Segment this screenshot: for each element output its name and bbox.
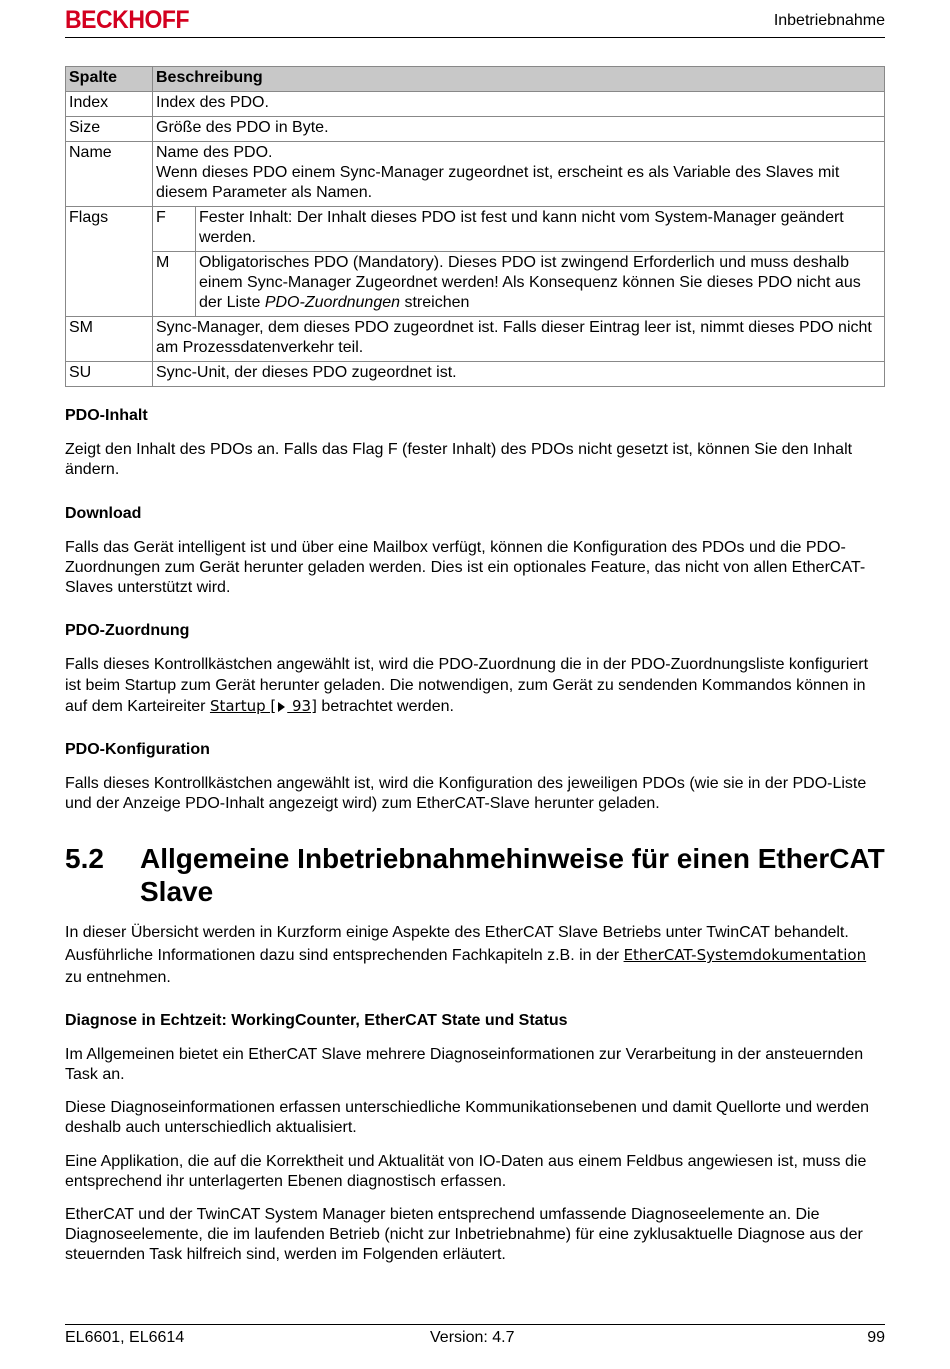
paragraph-pdo-inhalt: Zeigt den Inhalt des PDOs an. Falls das Flag F (fester Inhalt) des PDOs nicht gesetzt ist, können Sie den Inhalt ändern.	[65, 441, 853, 478]
flag-key: F	[153, 207, 196, 252]
section-number: 5.2	[65, 843, 104, 874]
footer-product: EL6601, EL6614	[65, 1329, 185, 1346]
startup-link[interactable]	[210, 697, 317, 715]
row-label: SM	[66, 317, 153, 362]
pdo-parameter-table	[65, 66, 885, 387]
paragraph-pdo-konfiguration: Falls dieses Kontrollkästchen angewählt ist, wird die Konfiguration des jeweiligen PDOs (wie sie in der PDO-Liste und der Anzeige PDO-Inhalt angezeigt wird) zum EtherCAT-Slave herunter geladen.	[65, 775, 867, 812]
flag-row	[153, 207, 884, 252]
ethercat-doc-link[interactable]: EtherCAT-Systemdokumentation	[623, 946, 867, 964]
paragraph-diagnose-1: Im Allgemeinen bietet ein EtherCAT Slave mehrere Diagnoseinformationen zur Verarbeitung in der ansteuernden Task an.	[65, 1046, 864, 1083]
flags-subtable-cell	[153, 207, 885, 317]
row-label: SU	[66, 362, 153, 387]
paragraph-diagnose-4: EtherCAT und der TwinCAT System Manager bieten entsprechend umfassende Diagnoseelemente an. Die Diagnoseelemente, die im laufenden Betrieb (nicht zur Inbetriebnahme) für eine zyklusaktuelle Diagnose aus der steuernden Task hilfreich sind, werden im Folgenden erläutert.	[65, 1206, 863, 1263]
row-label: Index	[66, 92, 153, 117]
heading-pdo-konfiguration: PDO-Konfiguration	[65, 741, 210, 758]
flag-key: M	[153, 252, 196, 317]
pdo-zuordnung-text: Falls dieses Kontrollkästchen angewählt ist, wird die PDO-Zuordnung die in der PDO-Zuordnungsliste konfiguriert ist beim Startup zum Gerät herunter geladen. Die notwendigen, zum Gerät zu sendenden Kommandos können in auf dem Karteireiter	[65, 656, 869, 715]
row-label: Flags	[66, 207, 153, 317]
page-arrow-icon	[278, 702, 285, 712]
flags-subtable	[153, 207, 884, 316]
flag-m-italic: PDO-Zuordnungen	[264, 294, 401, 311]
flag-m-text: Obligatorisches PDO (Mandatory). Dieses PDO ist zwingend Erforderlich und muss deshalb einem Sync-Manager Zugeordnet werden! Als Konsequenz können Sie dieses PDO nicht aus der Liste	[199, 254, 861, 311]
column-header-spalte: Spalte	[66, 67, 153, 92]
table-row	[66, 142, 885, 207]
name-desc-line2: Wenn dieses PDO einem Sync-Manager zugeordnet ist, erscheint es als Variable des Slaves mit diesem Parameter als Namen.	[156, 164, 840, 201]
row-description: Sync-Manager, dem dieses PDO zugeordnet ist. Falls dieser Eintrag leer ist, nimmt dieses PDO nicht am Prozessdatenverkehr teil.	[153, 317, 885, 362]
row-description: Sync-Unit, der dieses PDO zugeordnet ist.	[153, 362, 885, 387]
heading-pdo-zuordnung: PDO-Zuordnung	[65, 622, 190, 639]
heading-diagnose: Diagnose in Echtzeit: WorkingCounter, EtherCAT State und Status	[65, 1012, 568, 1029]
section-heading	[65, 842, 885, 907]
column-header-beschreibung: Beschreibung	[153, 67, 885, 92]
row-description	[153, 142, 885, 207]
name-desc-line1: Name des PDO.	[156, 144, 273, 161]
intro-text: In dieser Übersicht werden in Kurzform einige Aspekte des EtherCAT Slave Betriebs unter TwinCAT behandelt. Ausführliche Informationen dazu sind entsprechenden Fachkapiteln z.B. in der	[65, 924, 849, 964]
paragraph-diagnose-2: Diese Diagnoseinformationen erfassen unterschiedliche Kommunikationsebenen und damit Quellorte und werden deshalb auch unterschiedlich aktualisiert.	[65, 1099, 870, 1136]
paragraph-diagnose-3: Eine Applikation, die auf die Korrektheit und Aktualität von IO-Daten aus einem Feldbus angewiesen ist, muss die entsprechend ihr unterlagerten Ebenen diagnostisch erfassen.	[65, 1153, 867, 1190]
table-row	[66, 92, 885, 117]
row-label: Name	[66, 142, 153, 207]
table-row	[66, 317, 885, 362]
row-description: Größe des PDO in Byte.	[153, 117, 885, 142]
beckhoff-logo: BECKHOFF	[65, 6, 190, 34]
row-label: Size	[66, 117, 153, 142]
section-title: Allgemeine Inbetriebnahmehinweise für einen EtherCAT Slave	[140, 843, 885, 907]
startup-link-page[interactable]: 93]	[287, 697, 317, 715]
paragraph-pdo-zuordnung	[65, 655, 885, 718]
footer-page-number: 99	[867, 1329, 885, 1346]
header-divider	[65, 37, 885, 38]
pdo-zuordnung-after: betrachtet werden.	[316, 698, 454, 715]
row-description: Index des PDO.	[153, 92, 885, 117]
intro-after: zu entnehmen.	[65, 969, 171, 986]
startup-link-text[interactable]: Startup [	[209, 697, 277, 715]
flag-m-tail: streichen	[400, 294, 470, 311]
section-intro	[65, 922, 885, 989]
flag-row	[153, 252, 884, 317]
footer-version: Version: 4.7	[430, 1329, 515, 1346]
paragraph-download: Falls das Gerät intelligent ist und über eine Mailbox verfügt, können die Konfiguration des PDOs und die PDO-Zuordnungen zum Gerät herunter geladen werden. Dies ist ein optionales Feature, das nicht von allen EtherCAT-Slaves unterstützt wird.	[65, 539, 866, 596]
footer-divider	[65, 1324, 885, 1325]
chapter-label: Inbetriebnahme	[773, 12, 885, 29]
heading-download: Download	[65, 505, 142, 522]
flag-description	[196, 252, 885, 317]
flag-description: Fester Inhalt: Der Inhalt dieses PDO ist fest und kann nicht vom System-Manager geändert werden.	[196, 207, 885, 252]
table-row	[66, 117, 885, 142]
table-row	[66, 207, 885, 317]
heading-pdo-inhalt: PDO-Inhalt	[65, 407, 148, 424]
table-header-row	[66, 67, 885, 92]
table-row	[66, 362, 885, 387]
